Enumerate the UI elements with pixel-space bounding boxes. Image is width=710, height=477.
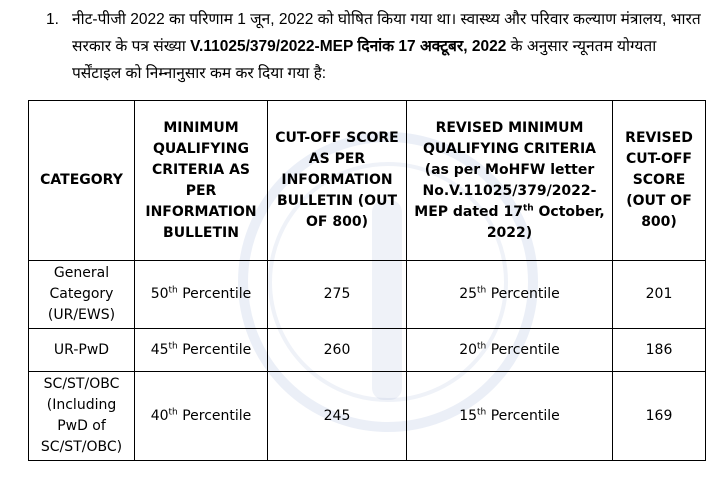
revised-cutoff-cell: 186 (613, 329, 706, 372)
value: 20 (459, 341, 478, 358)
table-row (29, 372, 706, 461)
value: Percentile (182, 407, 252, 424)
revised-criteria-cell (407, 372, 613, 461)
header-min-criteria: MINIMUM QUALIFYING CRITERIA AS PER INFORMATION BULLETIN (135, 101, 268, 261)
sup: th (168, 285, 178, 296)
sup: th (168, 406, 178, 417)
min-criteria-cell (135, 372, 268, 461)
header-revised-criteria-tail: October, 2022) (486, 203, 605, 241)
value: 45 (150, 341, 169, 358)
revised-cutoff-cell: 201 (613, 261, 706, 329)
header-revised-cutoff: REVISED CUT-OFF SCORE (OUT OF 800) (613, 101, 706, 261)
value: 50 (150, 286, 169, 302)
header-revised-criteria (407, 101, 613, 261)
cutoff-cell: 245 (268, 372, 407, 461)
category-cell: SC/ST/OBC (Including PwD of SC/ST/OBC) (29, 372, 135, 461)
value: Percentile (182, 286, 252, 302)
paragraph-text-2: के अनुसार न्यूनतम योग्यता पर्सेंटाइल को निम्नानुसार कम कर दिया गया है: (72, 38, 657, 82)
revised-criteria-cell (407, 329, 613, 372)
category-cell: General Category (UR/EWS) (29, 261, 135, 329)
cutoff-cell: 275 (268, 261, 407, 329)
header-revised-criteria-text: REVISED MINIMUM QUALIFYING CRITERIA (as per MoHFW letter No.V.11025/379/2022-MEP dated 17 (414, 119, 597, 220)
sup: th (168, 340, 178, 351)
table-row (29, 261, 706, 329)
value: Percentile (182, 341, 252, 358)
paragraph-text-1: नीट-पीजी 2022 का परिणाम 1 जून, 2022 को घोषित किया गया था। स्वास्थ्य और परिवार कल्याण मंत्रालय, भारत सरकार के पत्र संख्या (72, 11, 701, 55)
sup: th (477, 285, 487, 296)
value: Percentile (490, 341, 560, 358)
category-cell: UR-PwD (29, 329, 135, 372)
item-number: 1. (46, 11, 59, 28)
value: Percentile (490, 286, 560, 302)
value: 40 (150, 407, 169, 424)
min-criteria-cell (135, 329, 268, 372)
revised-criteria-cell (407, 261, 613, 329)
cutoff-table (28, 100, 706, 461)
letter-reference: V.11025/379/2022-MEP दिनांक 17 अक्टूबर, 2022 (190, 38, 507, 55)
min-criteria-cell (135, 261, 268, 329)
cutoff-cell: 260 (268, 329, 407, 372)
value: 15 (459, 407, 478, 424)
value: Percentile (490, 407, 560, 424)
revised-cutoff-cell: 169 (613, 372, 706, 461)
table-row (29, 329, 706, 372)
header-cutoff: CUT-OFF SCORE AS PER INFORMATION BULLETIN (OUT OF 800) (268, 101, 407, 261)
sup: th (477, 340, 487, 351)
sup: th (477, 406, 487, 417)
notice-paragraph (46, 6, 702, 87)
header-category: CATEGORY (29, 101, 135, 261)
value: 25 (459, 286, 478, 302)
sup: th (522, 202, 534, 213)
table-header-row (29, 101, 706, 261)
